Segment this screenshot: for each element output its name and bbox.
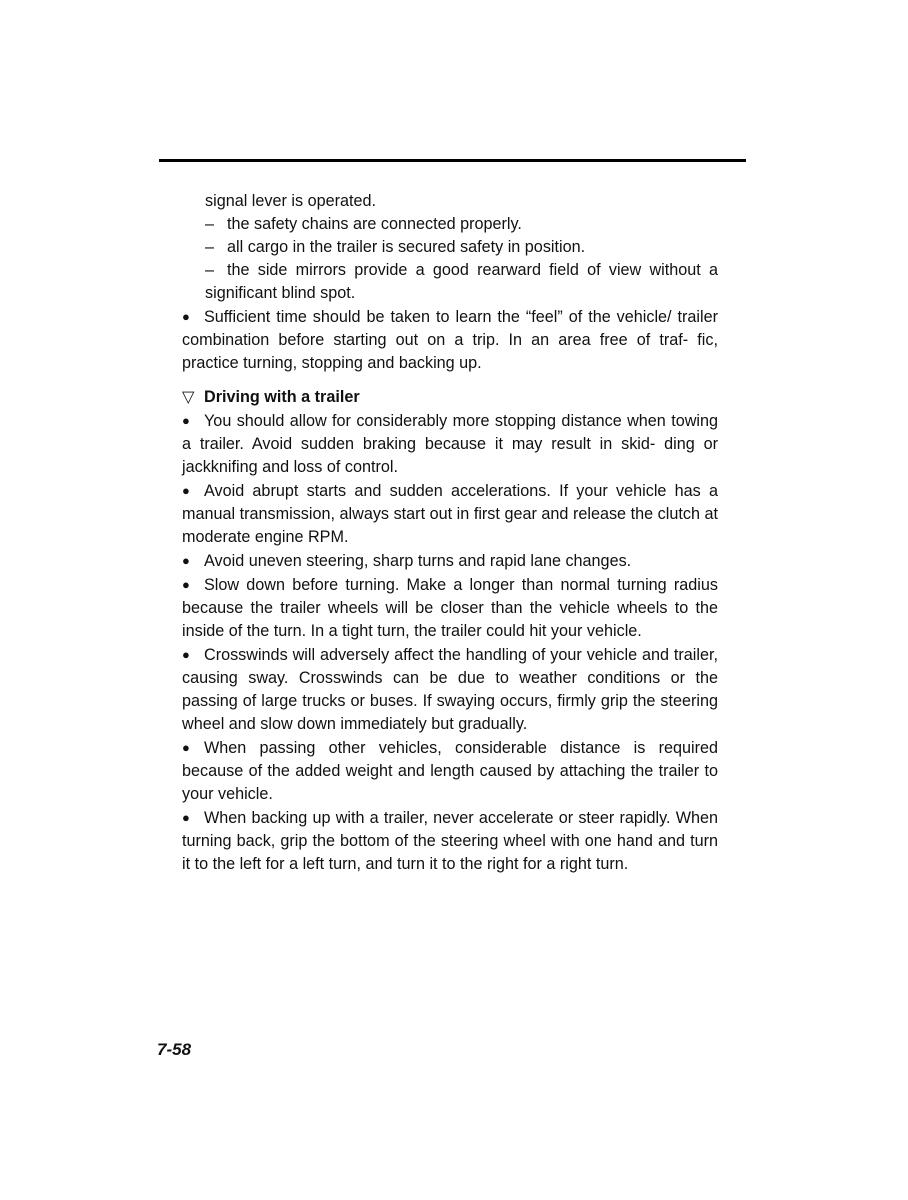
section-heading	[182, 386, 718, 409]
bullet-text: When passing other vehicles, considerable distance is required because of the added weight and length caused by attaching the trailer to your vehicle.	[182, 739, 718, 803]
bullet-icon: ●	[182, 483, 190, 498]
bullet-text: Slow down before turning. Make a longer than normal turning radius because the trailer wheels will be closer than the vehicle wheels to the inside of the turn. In a tight turn, the trailer could hit your vehicle.	[182, 576, 718, 640]
bullet-icon: ●	[182, 309, 190, 324]
page-number: 7-58	[157, 1040, 192, 1059]
bullet-text: When backing up with a trailer, never accelerate or steer rapidly. When turning back, grip the bottom of the steering wheel with one hand and turn it to the left for a left turn, and turn it to the right for a right turn.	[182, 809, 718, 873]
bullet-text: Avoid abrupt starts and sudden accelerations. If your vehicle has a manual transmission, always start out in first gear and release the clutch at moderate engine RPM.	[182, 482, 718, 546]
section-title: Driving with a trailer	[204, 388, 360, 406]
bullet-paragraph	[182, 479, 718, 549]
dash-item	[182, 259, 718, 305]
bullet-paragraph	[182, 736, 718, 806]
dash-item-text: the side mirrors provide a good rearward field of view without a significant blind spot.	[205, 261, 718, 302]
bullet-paragraph	[182, 549, 718, 573]
bullet-text: Avoid uneven steering, sharp turns and rapid lane changes.	[204, 552, 632, 570]
bullet-paragraph	[182, 643, 718, 736]
triangle-marker-icon: ▽	[182, 388, 195, 406]
bullet-icon: ●	[182, 553, 190, 568]
dash-glyph: –	[205, 215, 215, 233]
continued-line: signal lever is operated.	[205, 192, 376, 210]
dash-item	[182, 213, 718, 236]
bullet-paragraph	[182, 573, 718, 643]
bullet-text: You should allow for considerably more stopping distance when towing a trailer. Avoid sudden braking because it may result in skid- ding or jackknifing and loss of control.	[182, 412, 718, 476]
bullet-paragraph	[182, 409, 718, 479]
dash-item-text: all cargo in the trailer is secured safety in position.	[227, 238, 586, 256]
dash-glyph: –	[205, 261, 215, 279]
bullet-icon: ●	[182, 740, 190, 755]
bullet-icon: ●	[182, 413, 190, 428]
page-body	[182, 190, 718, 876]
bullet-icon: ●	[182, 647, 190, 662]
bullet-text: Crosswinds will adversely affect the handling of your vehicle and trailer, causing sway. Crosswinds can be due to weather conditions or the passing of large trucks or buses. If swaying occurs, firmly grip the steering wheel and slow down immediately but gradually.	[182, 646, 718, 733]
bullet-icon: ●	[182, 810, 190, 825]
bullet-text: Sufficient time should be taken to learn the “feel” of the vehicle/ trailer combination before starting out on a trip. In an area free of traf- fic, practice turning, stopping and backing up.	[182, 308, 718, 372]
bullet-icon: ●	[182, 577, 190, 592]
header-rule	[159, 159, 746, 162]
dash-item	[182, 236, 718, 259]
dash-glyph: –	[205, 238, 215, 256]
bullet-paragraph	[182, 305, 718, 375]
dash-item-text: the safety chains are connected properly.	[227, 215, 522, 233]
bullet-paragraph	[182, 806, 718, 876]
